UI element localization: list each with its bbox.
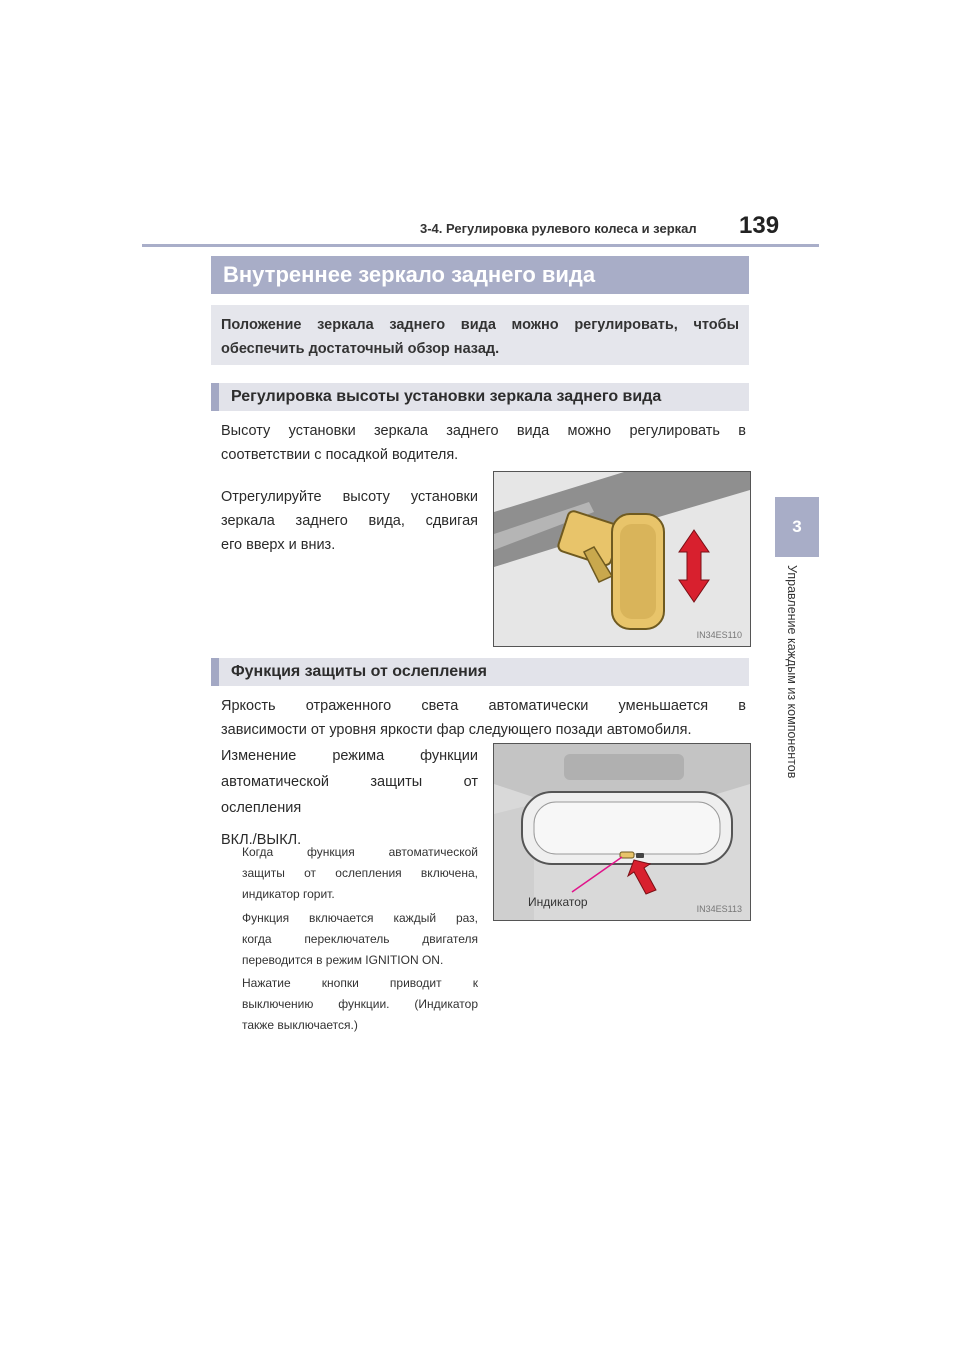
section1-para2-line1: Отрегулируйте высоту установки [221,489,478,505]
section-header: 3-4. Регулировка рулевого колеса и зеркал [420,221,697,236]
section2-para2-line1: Изменение режима функции [221,748,478,764]
note-2-line3: переводится в режим IGNITION ON. [242,953,444,967]
header-divider [142,244,819,247]
section1-para2-line2: зеркала заднего вида, сдвигая [221,513,478,529]
section-heading-antiglare: Функция защиты от ослепления [211,658,749,686]
intro-box [211,305,749,365]
antiglare-illustration [494,744,750,920]
note-2-line1: Функция включается каждый раз, [242,911,478,925]
chapter-title: Управление каждым из компонентов [785,565,799,779]
note-3 [242,973,478,1036]
note-3-line1: Нажатие кнопки приводит к [242,976,478,990]
figure-code: IN34ES110 [696,630,742,640]
figure-code: IN34ES113 [696,904,742,914]
section2-para2 [221,743,478,853]
indicator-led-icon [620,852,634,858]
section1-para2-line3: его вверх и вниз. [221,537,336,553]
note-3-line3: также выключается.) [242,1018,358,1032]
antiglare-button-icon [636,853,644,858]
intro-line-1: Положение зеркала заднего вида можно регулировать, чтобы [221,317,739,333]
chapter-tab: 3 [775,497,819,557]
note-1-line1: Когда функция автоматической [242,845,478,859]
indicator-label: Индикатор [528,895,588,909]
section1-para1-line1: Высоту установки зеркала заднего вида можно регулировать в [221,423,746,439]
note-2-line2: когда переключатель двигателя [242,932,478,946]
note-1-line3: индикатор горит. [242,887,335,901]
page-title: Внутреннее зеркало заднего вида [211,256,749,294]
section2-para1-line2: зависимости от уровня яркости фар следующего позади автомобиля. [221,722,692,738]
mirror-height-illustration [494,472,750,646]
mirror-height-figure [493,471,751,647]
section2-para2-line2: автоматической защиты от [221,774,478,790]
note-1-line2: защиты от ослепления включена, [242,866,478,880]
section1-para2 [221,485,478,557]
intro-line-2: обеспечить достаточный обзор назад. [221,341,500,357]
onoff-label: ВКЛ./ВЫКЛ. [221,832,302,848]
note-1 [242,842,478,905]
section2-para2-line3: ослепления [221,800,302,816]
section-heading-height: Регулировка высоты установки зеркала заднего вида [211,383,749,411]
section2-para1 [221,694,746,742]
section1-para1-line2: соответствии с посадкой водителя. [221,447,459,463]
note-2 [242,908,478,971]
antiglare-figure [493,743,751,921]
section1-para1 [221,419,746,467]
section2-para1-line1: Яркость отраженного света автоматически уменьшается в [221,698,746,714]
note-3-line2: выключению функции. (Индикатор [242,997,478,1011]
page-number: 139 [739,212,780,239]
